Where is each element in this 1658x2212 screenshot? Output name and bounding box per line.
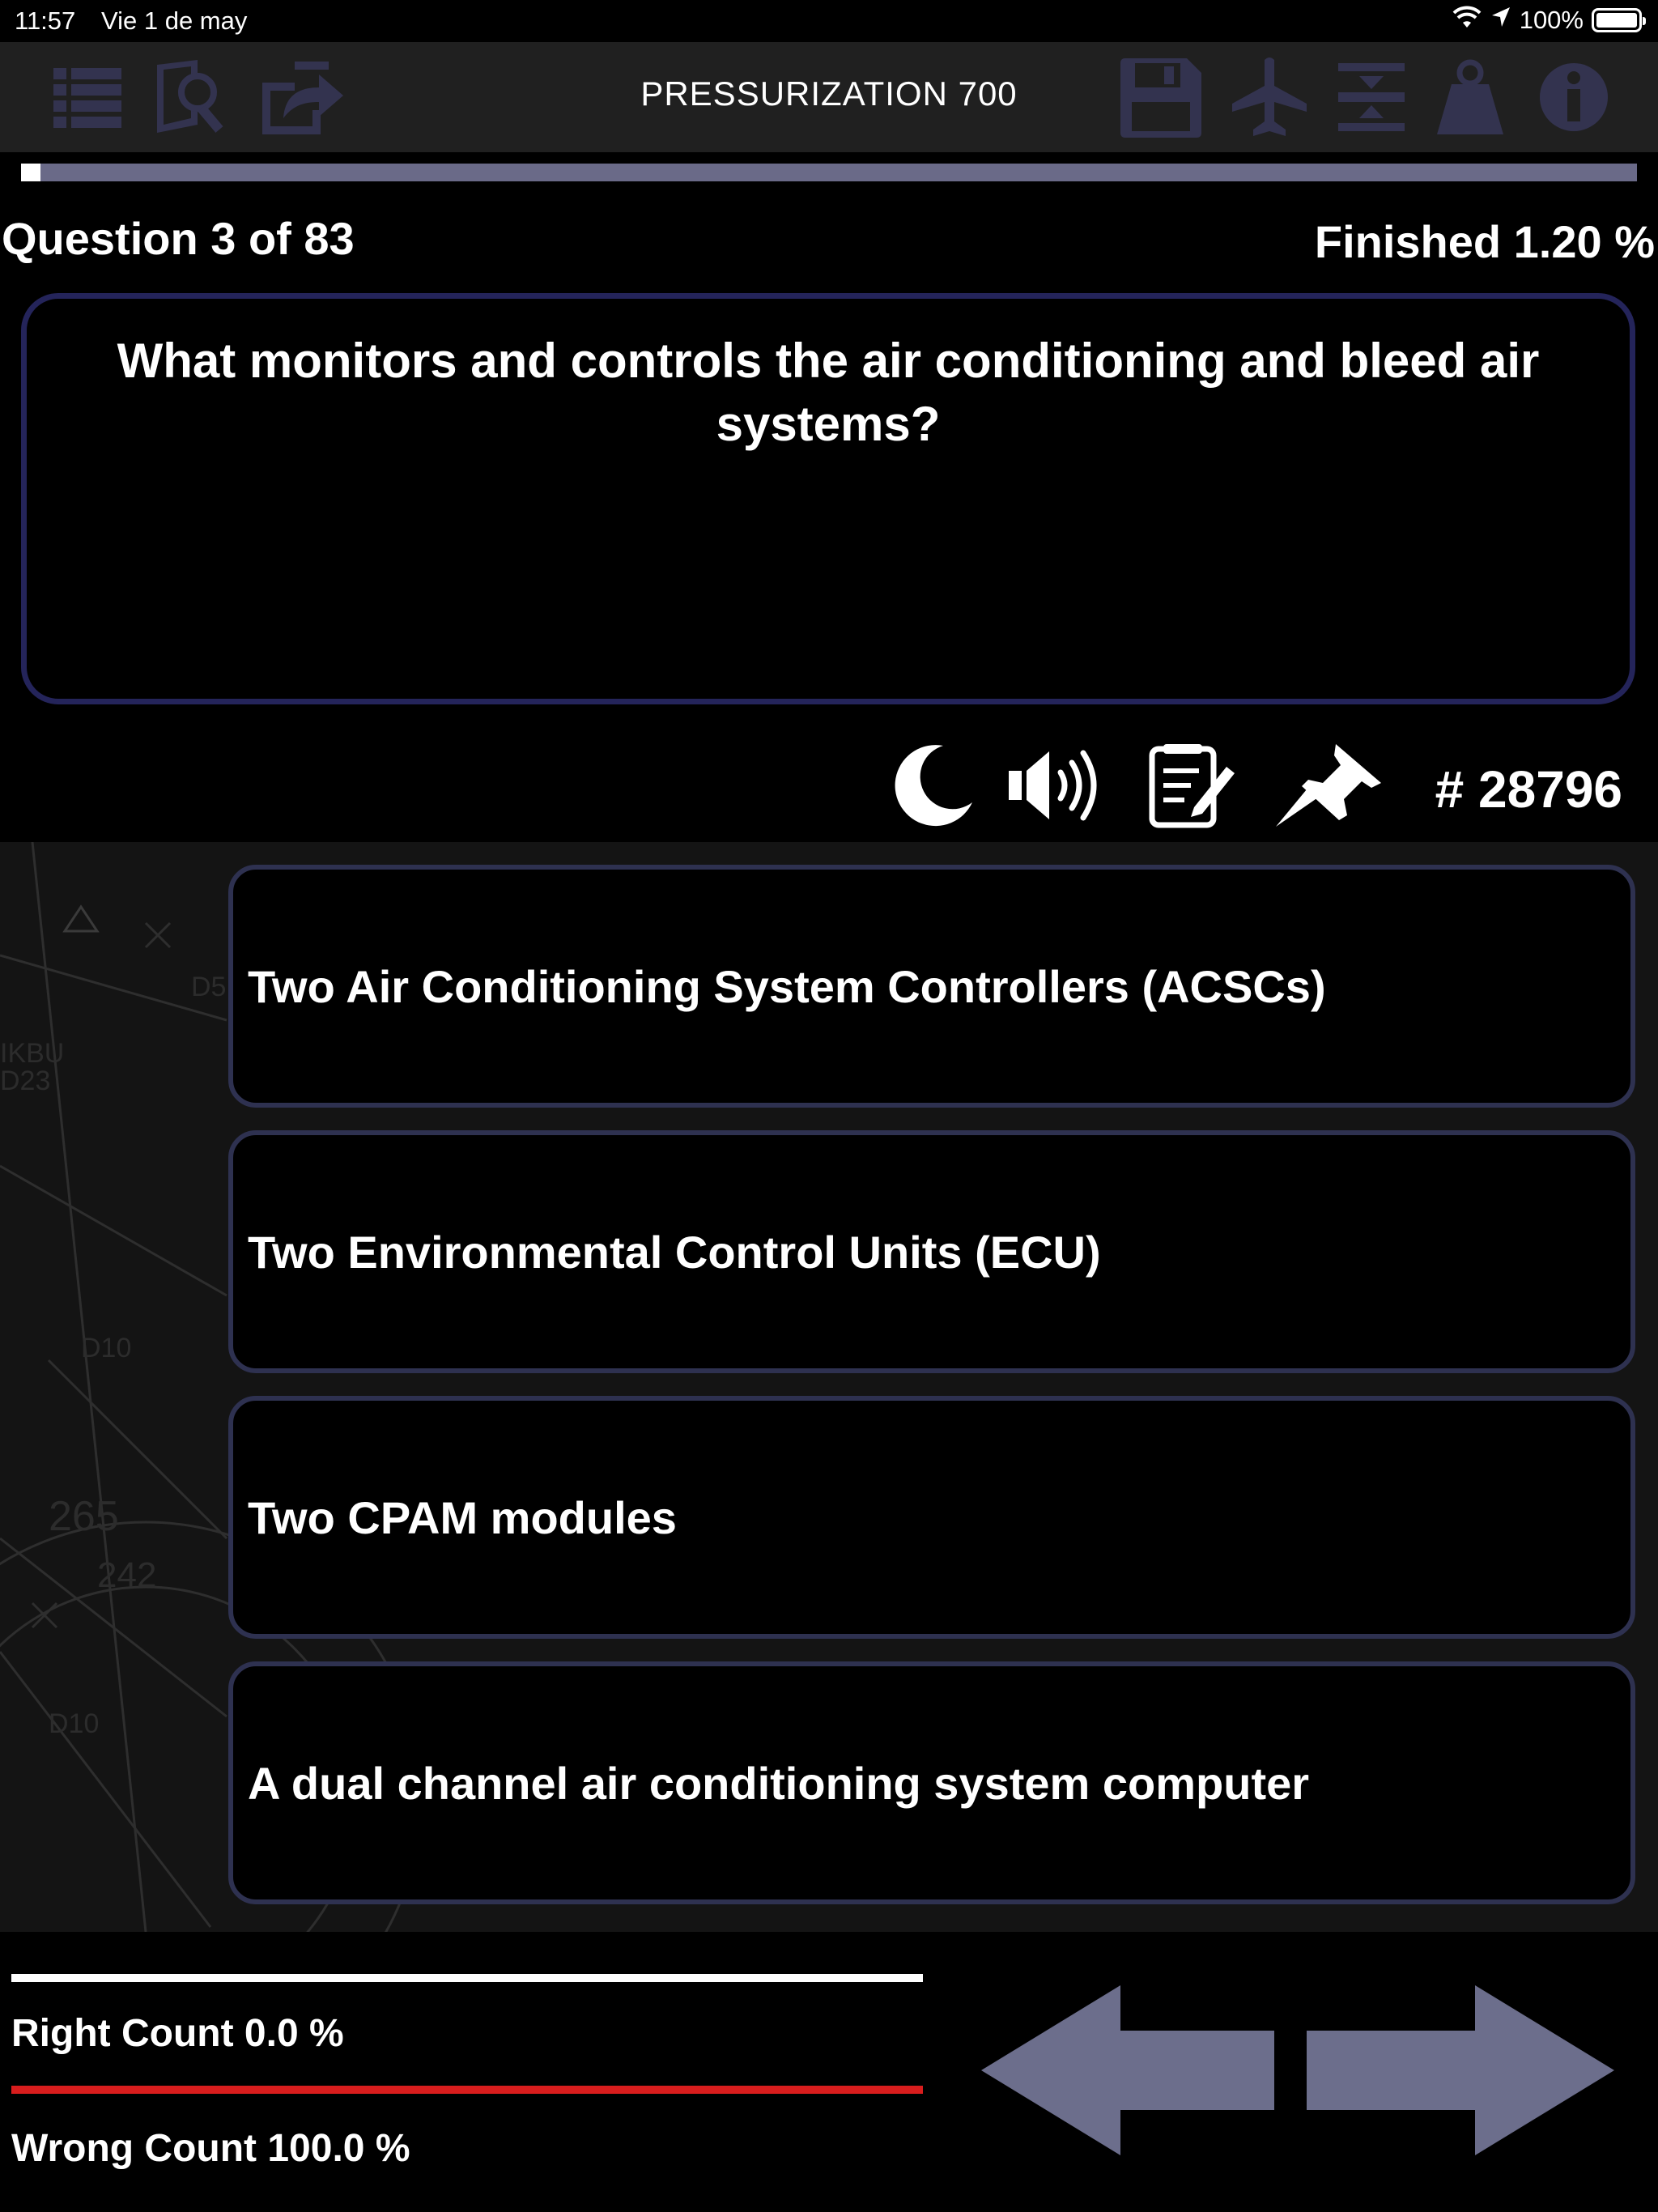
progress-fill bbox=[21, 164, 40, 181]
answer-option-2[interactable] bbox=[228, 1130, 1635, 1373]
svg-text:D23: D23 bbox=[0, 1066, 51, 1096]
answer-text: Two CPAM modules bbox=[248, 1491, 677, 1543]
weight-icon[interactable] bbox=[1425, 53, 1516, 141]
question-counter: Question 3 of 83 bbox=[2, 213, 355, 264]
previous-button[interactable] bbox=[981, 1985, 1289, 2155]
answers-area bbox=[0, 842, 1658, 1932]
svg-text:IKBU: IKBU bbox=[0, 1038, 65, 1069]
wifi-icon bbox=[1452, 5, 1482, 36]
answer-option-4[interactable] bbox=[228, 1661, 1635, 1904]
svg-text:D10: D10 bbox=[81, 1333, 132, 1363]
speaker-icon[interactable] bbox=[1007, 737, 1104, 834]
arrow-left-icon bbox=[981, 1985, 1289, 2155]
battery-icon bbox=[1592, 8, 1642, 32]
info-icon[interactable] bbox=[1528, 53, 1619, 141]
notepad-icon[interactable] bbox=[1143, 737, 1240, 834]
status-bar bbox=[0, 0, 1658, 42]
answer-option-3[interactable] bbox=[228, 1396, 1635, 1639]
wrong-count-label: Wrong Count 100.0 % bbox=[11, 2127, 410, 2170]
toolbar bbox=[0, 42, 1658, 152]
svg-text:265: 265 bbox=[49, 1493, 119, 1540]
question-id: # 28796 bbox=[1435, 760, 1622, 819]
status-time: 11:57 bbox=[15, 6, 76, 35]
right-count-bar bbox=[11, 1974, 923, 1982]
airplane-icon[interactable] bbox=[1224, 53, 1315, 141]
expand-collapse-icon[interactable] bbox=[1326, 53, 1417, 141]
svg-text:242: 242 bbox=[97, 1555, 157, 1595]
answer-text: Two Air Conditioning System Controllers (ACSCs) bbox=[248, 960, 1326, 1012]
answer-text: A dual channel air conditioning system computer bbox=[248, 1757, 1310, 1809]
pin-icon[interactable] bbox=[1271, 737, 1384, 834]
answer-text: Two Environmental Control Units (ECU) bbox=[248, 1226, 1101, 1278]
wrong-count-bar bbox=[11, 2086, 923, 2094]
question-text: What monitors and controls the air conditioning and bleed air systems? bbox=[117, 334, 1540, 451]
finished-percent: Finished 1.20 % bbox=[1314, 216, 1655, 267]
location-icon bbox=[1490, 6, 1511, 35]
battery-percent: 100% bbox=[1519, 6, 1584, 34]
answer-option-1[interactable] bbox=[228, 865, 1635, 1108]
question-box bbox=[21, 293, 1635, 704]
svg-text:D10: D10 bbox=[49, 1708, 100, 1739]
save-icon[interactable] bbox=[1116, 53, 1206, 141]
progress-bar bbox=[21, 164, 1637, 181]
next-button[interactable] bbox=[1307, 1985, 1614, 2155]
page-title: PRESSURIZATION 700 bbox=[640, 74, 1018, 113]
svg-text:D5: D5 bbox=[191, 972, 227, 1002]
right-count-label: Right Count 0.0 % bbox=[11, 2012, 344, 2055]
status-date: Vie 1 de may bbox=[101, 6, 248, 35]
moon-icon[interactable] bbox=[882, 737, 980, 834]
arrow-right-icon bbox=[1307, 1985, 1614, 2155]
status-right bbox=[1452, 5, 1642, 36]
